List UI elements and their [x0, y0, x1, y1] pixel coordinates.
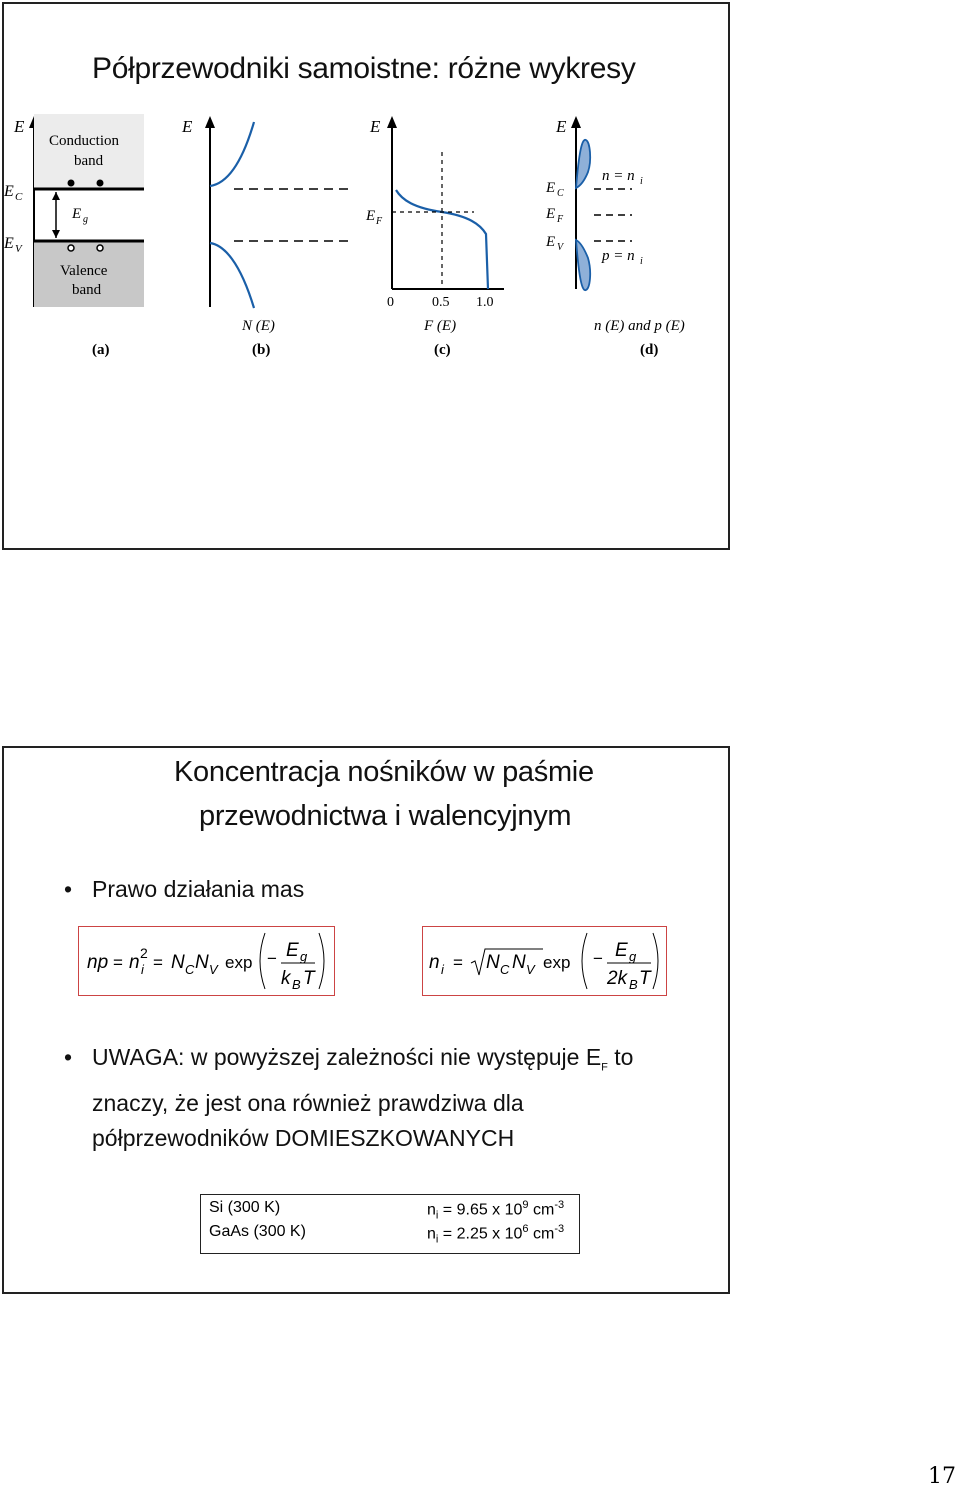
svg-text:2: 2 — [140, 945, 148, 961]
equation-2-graphic — [423, 927, 666, 995]
equation-intrinsic-concentration — [422, 926, 667, 996]
ev-label-d: E — [546, 234, 556, 250]
svg-text:N: N — [512, 952, 526, 973]
panel-a-axis-label: E — [14, 117, 25, 136]
note-text-part2: to znaczy, że jest ona również prawdziwa dla półprzewodników DOMIESZKOWANYCH — [92, 1044, 634, 1151]
svg-text:g: g — [629, 949, 637, 964]
eg-label: E — [72, 206, 82, 222]
svg-text:C: C — [557, 188, 564, 199]
slide-carrier-concentration — [2, 746, 730, 1294]
svg-text:exp: exp — [543, 953, 571, 972]
svg-text:N: N — [195, 952, 209, 973]
svg-text:E: E — [286, 940, 299, 961]
panel-a — [4, 114, 144, 358]
svg-text:n: n — [129, 952, 140, 973]
band-diagram-figure — [4, 112, 728, 362]
svg-text:T: T — [303, 968, 315, 989]
intrinsic-concentration-table — [200, 1194, 580, 1254]
svg-text:=: = — [153, 953, 163, 972]
caption-c: (c) — [434, 342, 451, 358]
svg-text:F: F — [376, 216, 383, 227]
valence-band-label-2: band — [72, 282, 102, 298]
svg-text:exp: exp — [225, 953, 253, 972]
svg-text:V: V — [526, 962, 535, 977]
panel-c — [365, 116, 504, 358]
tick-1-0: 1.0 — [476, 295, 494, 310]
svg-text:g: g — [300, 949, 308, 964]
svg-text:V: V — [15, 243, 22, 255]
tick-0-5: 0.5 — [432, 295, 450, 310]
bullet-mass-action-law — [64, 876, 305, 903]
xlabel-b: N (E) — [242, 318, 275, 334]
svg-text:i: i — [441, 962, 444, 977]
material-cell: Si (300 K) — [209, 1199, 281, 1216]
note-text-part1: UWAGA: w powyższej zależności nie występuje E — [92, 1044, 602, 1070]
slide-intrinsic-semiconductors — [2, 2, 730, 550]
equation-1-graphic — [79, 927, 334, 995]
svg-text:N: N — [486, 952, 500, 973]
svg-text:2k: 2k — [607, 968, 628, 989]
panel-d — [545, 116, 685, 358]
value-cell: $n_i = 9.65$ x $10^9$ $cm^{-3}$ — [427, 1199, 565, 1222]
svg-text:np: np — [87, 952, 109, 973]
caption-b: (b) — [252, 342, 271, 358]
svg-text:−: − — [267, 949, 277, 968]
svg-text:−: − — [593, 949, 603, 968]
panel-c-axis-label: E — [370, 117, 381, 136]
table-row — [209, 1223, 306, 1241]
n-equals-ni: n = n — [602, 168, 635, 184]
svg-text:C: C — [185, 962, 195, 977]
panel-b — [181, 116, 354, 358]
svg-text:k: k — [281, 968, 291, 989]
equation-mass-action — [78, 926, 335, 996]
svg-text:C: C — [500, 962, 510, 977]
conduction-band-label-2: band — [74, 153, 104, 169]
svg-text:g: g — [83, 214, 88, 225]
tick-0: 0 — [387, 295, 394, 310]
svg-text:V: V — [557, 242, 564, 253]
svg-text:=: = — [453, 953, 463, 972]
bullet-point-icon: • — [64, 876, 73, 902]
ec-label-a: E — [4, 183, 14, 200]
slide-title-line-1: Koncentracja nośników w paśmie — [174, 756, 594, 788]
caption-a: (a) — [92, 342, 110, 358]
table-row — [209, 1199, 280, 1217]
note-subscript: F — [601, 1061, 608, 1074]
svg-text:i: i — [141, 962, 144, 977]
conduction-band-label-1: Conduction — [49, 133, 119, 149]
p-equals-ni: p = n — [602, 248, 635, 264]
ec-label-d: E — [546, 180, 556, 196]
ef-label-d: E — [546, 206, 556, 222]
value-cell: $n_i = 2.25$ x $10^6$ $cm^{-3}$ — [427, 1223, 565, 1246]
bullet-text: Prawo działania mas — [92, 876, 305, 902]
svg-text:V: V — [209, 962, 218, 977]
xlabel-d: n (E) and p (E) — [594, 318, 685, 334]
bullet-point-icon: • — [64, 1044, 73, 1070]
svg-text:i: i — [640, 256, 643, 267]
xlabel-c: F (E) — [424, 318, 457, 334]
caption-d: (d) — [640, 342, 659, 358]
svg-text:i: i — [640, 176, 643, 187]
material-cell: GaAs (300 K) — [209, 1223, 306, 1240]
svg-text:C: C — [15, 191, 23, 203]
slide-title: Półprzewodniki samoistne: różne wykresy — [92, 52, 636, 85]
bullet-note — [64, 1040, 692, 1156]
svg-text:E: E — [615, 940, 628, 961]
svg-text:=: = — [113, 953, 123, 972]
svg-text:N: N — [171, 952, 185, 973]
ev-label-a: E — [4, 235, 14, 252]
panel-d-axis-label: E — [556, 117, 567, 136]
svg-text:B: B — [292, 977, 301, 992]
svg-text:F: F — [557, 214, 564, 225]
svg-text:T: T — [639, 968, 651, 989]
valence-band-label-1: Valence — [60, 263, 108, 279]
svg-text:n: n — [429, 952, 440, 973]
panel-b-axis-label: E — [182, 117, 193, 136]
slide-title-line-2: przewodnictwa i walencyjnym — [199, 800, 572, 832]
ef-label-c: E — [366, 208, 376, 224]
svg-text:B: B — [629, 977, 638, 992]
page-number: 17 — [928, 1464, 956, 1489]
